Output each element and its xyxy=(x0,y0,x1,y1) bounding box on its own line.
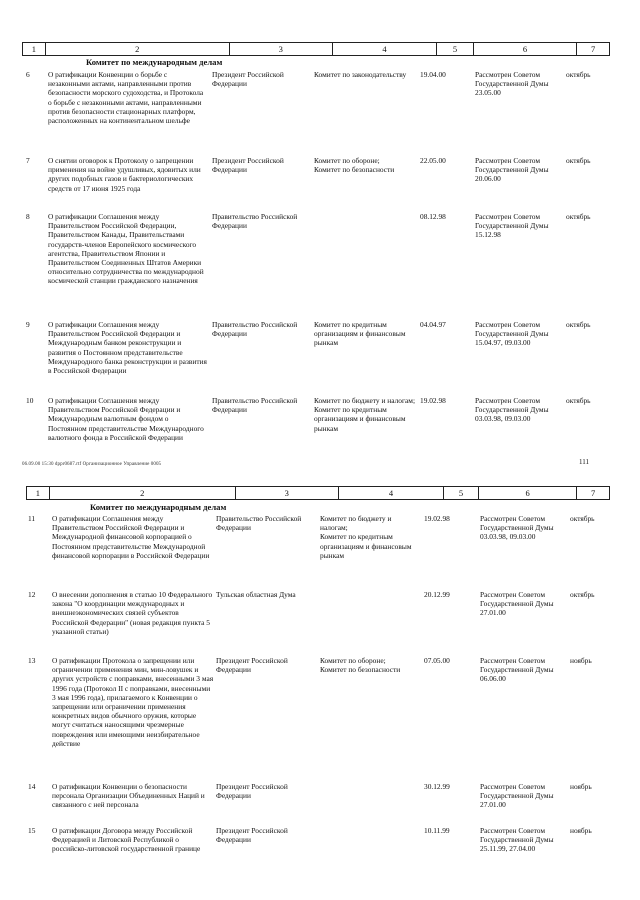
planned-month: октябрь xyxy=(566,320,591,329)
bill-title: О ратификации Соглашения между Правительством Российской Федерации, Правительством Канады, Правительствами государств-членов Европейского космического агентства, Правительством Японии и Правительством Соединенных Штатов Америки относительно сотрудничества по международной космической станции гражданского назначения xyxy=(48,212,204,286)
council-status: Рассмотрен Советом Государственной Думы 15.12.98 xyxy=(475,212,549,240)
planned-month: ноябрь xyxy=(570,782,592,791)
bill-title: О ратификации Конвенции о безопасности персонала Организации Объединенных Наций и связанного с ней персонала xyxy=(52,782,205,810)
column-header: 3 xyxy=(236,487,339,499)
row-number: 12 xyxy=(28,590,36,599)
council-status: Рассмотрен Советом Государственной Думы 03.03.98, 09.03.00 xyxy=(475,396,549,424)
column-header: 1 xyxy=(23,43,46,55)
row-number: 6 xyxy=(26,70,30,79)
submission-date: 19.02.98 xyxy=(424,514,450,523)
column-header: 2 xyxy=(46,43,230,55)
column-header: 5 xyxy=(444,487,479,499)
planned-month: октябрь xyxy=(570,590,595,599)
co-committee: Комитет по законодательству xyxy=(314,70,407,79)
row-number: 7 xyxy=(26,156,30,165)
row-number: 8 xyxy=(26,212,30,221)
submission-date: 19.02.98 xyxy=(420,396,446,405)
column-header: 3 xyxy=(230,43,333,55)
column-header-row xyxy=(26,486,610,500)
bill-title: О ратификации Протокола о запрещении или ограничении применения мин, мин-ловушек и других устройств с поправками, внесенными 3 мая 1996 года (Протокол II с поправками, внесенными 3 мая 1996 года), прилагаемого к Конвенции о запрещении или ограничении применения конкретных видов обычного оружия, которые могут считаться наносящими чрезмерные повреждения или имеющими неизбирательное действие xyxy=(52,656,214,748)
column-header: 1 xyxy=(27,487,50,499)
bill-title: О внесении дополнения в статью 10 Федерального закона "О координации международных и внешнеэкономических связей субъектов Российской Федерации" (новая редакция пункта 5 указанной статьи) xyxy=(52,590,213,636)
initiator: Тульская областная Дума xyxy=(216,590,296,599)
row-number: 9 xyxy=(26,320,30,329)
column-header: 6 xyxy=(474,43,577,55)
initiator: Президент Российской Федерации xyxy=(212,156,284,175)
column-header: 4 xyxy=(333,43,437,55)
initiator: Президент Российской Федерации xyxy=(216,826,288,845)
planned-month: октябрь xyxy=(566,396,591,405)
planned-month: октябрь xyxy=(566,156,591,165)
council-status: Рассмотрен Советом Государственной Думы 03.03.98, 09.03.00 xyxy=(480,514,554,542)
planned-month: октябрь xyxy=(566,212,591,221)
initiator: Президент Российской Федерации xyxy=(216,656,288,675)
planned-month: октябрь xyxy=(570,514,595,523)
council-status: Рассмотрен Советом Государственной Думы 15.04.97, 09.03.00 xyxy=(475,320,549,348)
initiator: Президент Российской Федерации xyxy=(216,782,288,801)
initiator: Правительство Российской Федерации xyxy=(212,320,298,339)
council-status: Рассмотрен Советом Государственной Думы 20.06.00 xyxy=(475,156,549,184)
row-number: 10 xyxy=(26,396,34,405)
committee-heading: Комитет по международным делам xyxy=(86,57,223,67)
row-number: 14 xyxy=(28,782,36,791)
bill-title: О ратификации Договора между Российской Федерацией и Литовской Республикой о российско-литовской государственной границе xyxy=(52,826,201,854)
bill-title: О ратификации Соглашения между Правительством Российской Федерации и Международным валютным фондом о Постоянном представительстве Международного валютного фонда в Российской Федерации xyxy=(48,396,204,442)
column-header: 2 xyxy=(50,487,236,499)
submission-date: 19.04.00 xyxy=(420,70,446,79)
column-header: 5 xyxy=(437,43,474,55)
page-number: 111 xyxy=(579,458,589,466)
submission-date: 07.05.00 xyxy=(424,656,450,665)
bill-title: О снятии оговорок к Протоколу о запрещении применения на войне удушливых, ядовитых или других подобных газов и бактериологических средств от 17 июня 1925 года xyxy=(48,156,201,193)
submission-date: 10.11.99 xyxy=(424,826,450,835)
column-header-row xyxy=(22,42,610,56)
submission-date: 22.05.00 xyxy=(420,156,446,165)
row-number: 11 xyxy=(28,514,36,523)
council-status: Рассмотрен Советом Государственной Думы 06.06.00 xyxy=(480,656,554,684)
bill-title: О ратификации Конвенции о борьбе с незаконными актами, направленными против безопасности морского судоходства, и Протокола о борьбе с незаконными актами, направленными против безопасности стационарных платформ, расположенных на континентальном шельфе xyxy=(48,70,204,126)
planned-month: ноябрь xyxy=(570,656,592,665)
initiator: Правительство Российской Федерации xyxy=(216,514,302,533)
co-committee: Комитет по бюджету и налогам; Комитет по кредитным организациям и финансовым рынкам xyxy=(320,514,412,560)
committee-heading: Комитет по международным делам xyxy=(90,502,227,512)
column-header: 4 xyxy=(339,487,444,499)
co-committee: Комитет по бюджету и налогам; Комитет по кредитным организациям и финансовым рынкам xyxy=(314,396,415,433)
council-status: Рассмотрен Советом Государственной Думы 27.01.00 xyxy=(480,782,554,810)
council-status: Рассмотрен Советом Государственной Думы 27.01.00 xyxy=(480,590,554,618)
co-committee: Комитет по обороне; Комитет по безопасности xyxy=(314,156,395,175)
submission-date: 20.12.99 xyxy=(424,590,450,599)
column-header: 7 xyxy=(590,44,596,54)
initiator: Президент Российской Федерации xyxy=(212,70,284,89)
co-committee: Комитет по кредитным организациям и финансовым рынкам xyxy=(314,320,406,348)
council-status: Рассмотрен Советом Государственной Думы 23.05.00 xyxy=(475,70,549,98)
bill-title: О ратификации Соглашения между Правительством Российской Федерации и Международной финансовой корпорацией о Постоянном представительстве Международной финансовой корпорации в Российской Федерации xyxy=(52,514,210,560)
column-header: 6 xyxy=(479,487,577,499)
council-status: Рассмотрен Советом Государственной Думы 25.11.99, 27.04.00 xyxy=(480,826,554,854)
submission-date: 08.12.98 xyxy=(420,212,446,221)
submission-date: 04.04.97 xyxy=(420,320,446,329)
initiator: Правительство Российской Федерации xyxy=(212,212,298,231)
row-number: 13 xyxy=(28,656,36,665)
co-committee: Комитет по обороне; Комитет по безопасности xyxy=(320,656,401,675)
row-number: 15 xyxy=(28,826,36,835)
submission-date: 30.12.99 xyxy=(424,782,450,791)
initiator: Правительство Российской Федерации xyxy=(212,396,298,415)
print-footnote: 06.09.00 15:30 dppr0687.rtf Организационное Управление 0005 xyxy=(22,462,162,467)
planned-month: ноябрь xyxy=(570,826,592,835)
column-header: 7 xyxy=(591,488,596,498)
planned-month: октябрь xyxy=(566,70,591,79)
bill-title: О ратификации Соглашения между Правительством Российской Федерации и Международным банком реконструкции и развития о Постоянном представительстве Международного банка реконструкции и развития в Российской Федерации xyxy=(48,320,207,376)
